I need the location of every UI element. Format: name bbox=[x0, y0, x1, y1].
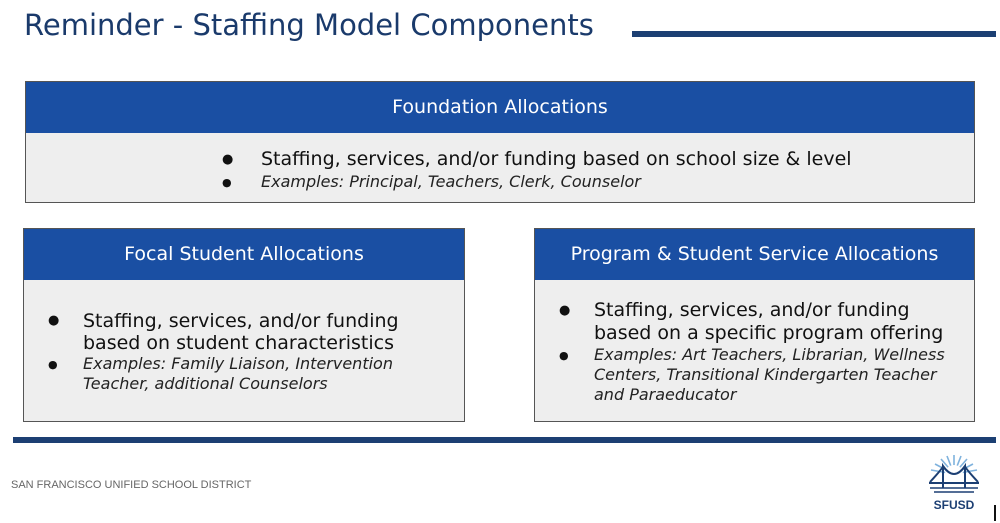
program-service-allocations-box bbox=[534, 228, 975, 422]
program-bullet-main: ● Staffing, services, and/or funding based on a specific program offering bbox=[594, 299, 964, 345]
bridge-sunburst-icon bbox=[926, 452, 982, 498]
foundation-bullet-example: ● Examples: Principal, Teachers, Clerk, Counselor bbox=[236, 171, 852, 193]
program-header: Program & Student Service Allocations bbox=[535, 229, 974, 280]
foundation-allocations-box bbox=[25, 81, 975, 203]
foundation-bullet-list bbox=[236, 148, 852, 193]
program-bullet-example: ● Examples: Art Teachers, Librarian, Wellness Centers, Transitional Kindergarten Teacher and Paraeducator bbox=[594, 345, 964, 405]
focal-student-allocations-box bbox=[23, 228, 465, 422]
foundation-header: Foundation Allocations bbox=[26, 82, 974, 133]
footer-divider bbox=[13, 437, 996, 443]
program-bullet-list bbox=[594, 299, 964, 405]
sfusd-logo bbox=[926, 452, 982, 514]
focal-bullet-main: ● Staffing, services, and/or funding based on student characteristics bbox=[83, 310, 423, 354]
foundation-bullet-main: ● Staffing, services, and/or funding based on school size & level bbox=[236, 148, 852, 171]
title-divider bbox=[632, 31, 996, 37]
focal-bullet-example: ● Examples: Family Liaison, Intervention Teacher, additional Counselors bbox=[83, 354, 423, 394]
focal-bullet-list bbox=[83, 310, 423, 394]
logo-wordmark: SFUSD bbox=[933, 498, 975, 512]
text-cursor bbox=[994, 505, 996, 521]
slide-title: Reminder - Staffing Model Components bbox=[24, 8, 594, 42]
district-name: SAN FRANCISCO UNIFIED SCHOOL DISTRICT bbox=[11, 479, 252, 491]
focal-header: Focal Student Allocations bbox=[24, 229, 464, 280]
